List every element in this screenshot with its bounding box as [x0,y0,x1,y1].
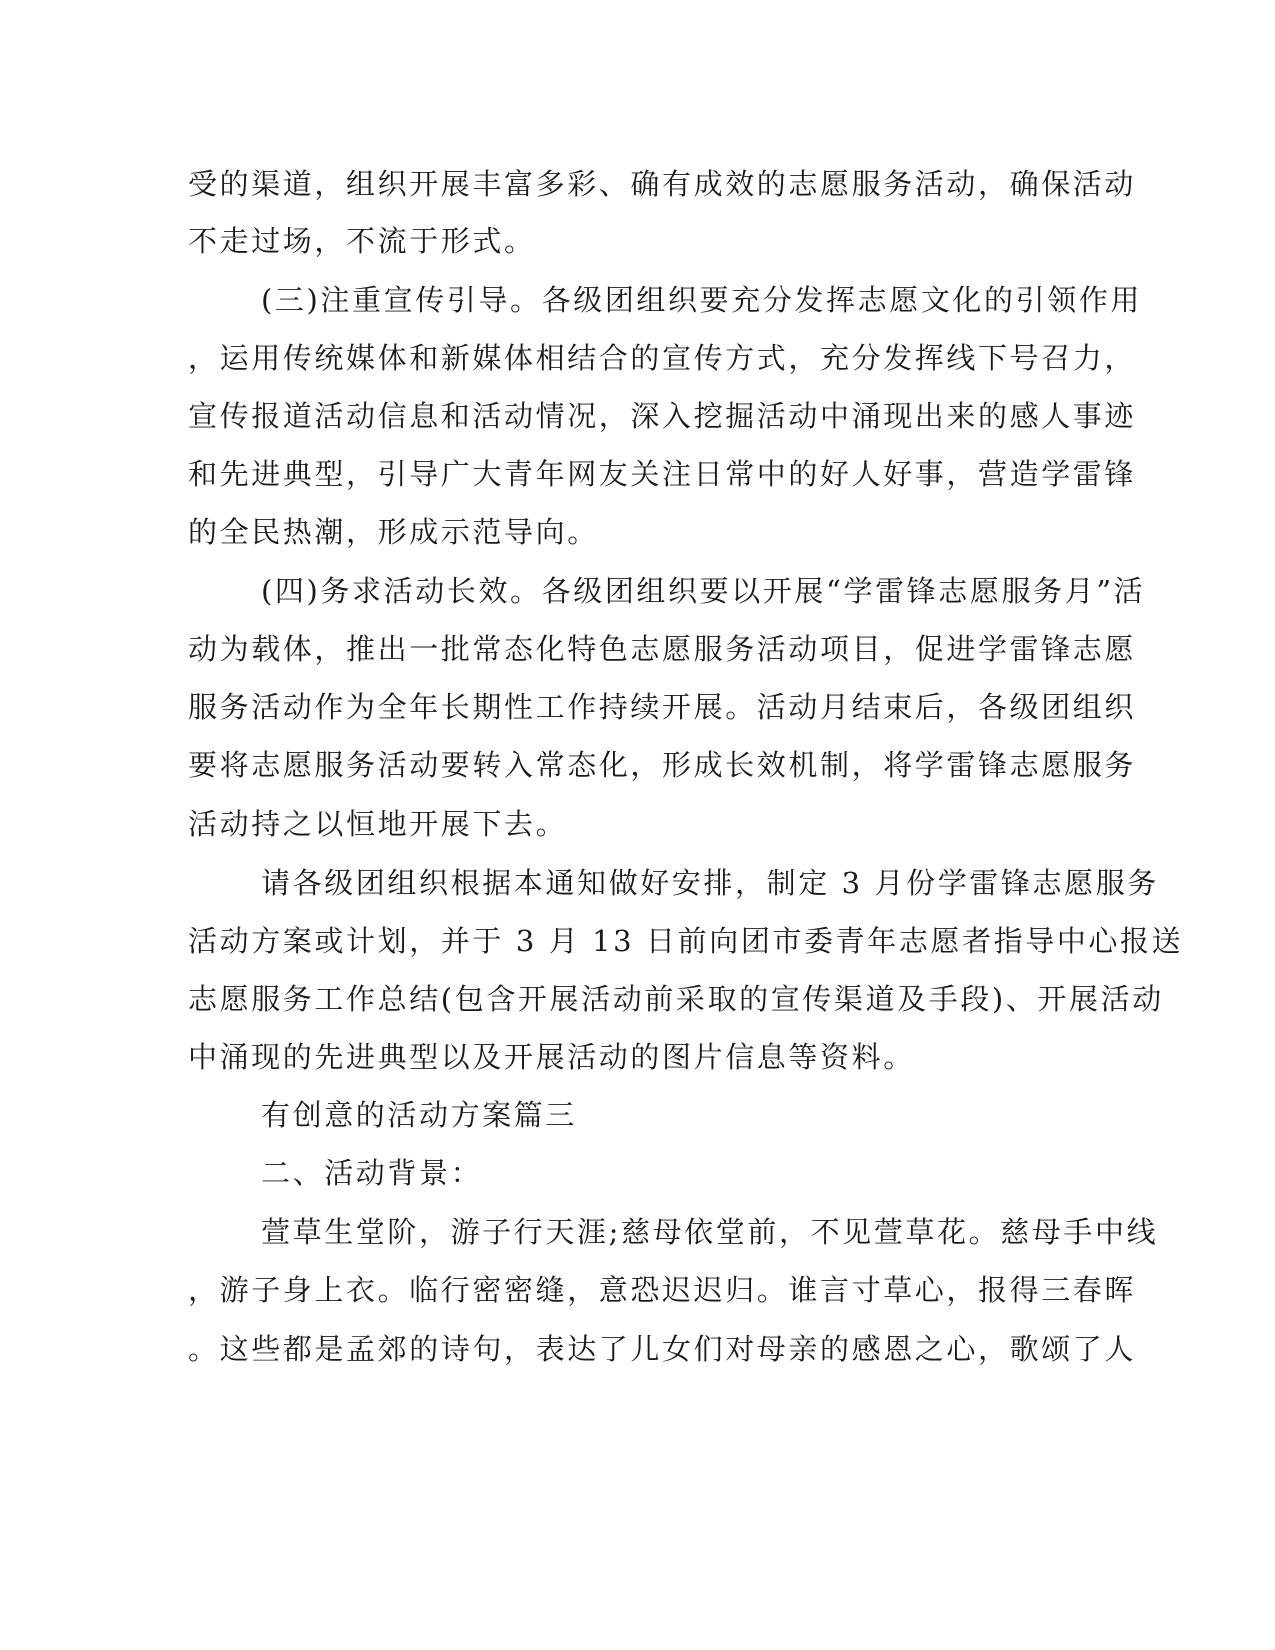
text-line: 要将志愿服务活动要转入常态化，形成长效机制，将学雷锋志愿服务 [188,748,1137,782]
text-line: 萱草生堂阶，游子行天涯;慈母依堂前，不见萱草花。慈母手中线 [261,1215,1159,1249]
text-line: 志愿服务工作总结(包含开展活动前采取的宣传渠道及手段)、开展活动 [188,982,1164,1016]
text-line: 活动方案或计划，并于 3 月 13 日前向团市委青年志愿者指导中心报送 [188,924,1184,958]
text-line: 受的渠道，组织开展丰富多彩、确有成效的志愿服务活动，确保活动 [188,167,1137,201]
section-subheading: 二、活动背景： [261,1156,483,1190]
text-line: 。这些都是孟郊的诗句，表达了儿女们对母亲的感恩之心，歌颂了人 [188,1332,1137,1366]
text-line: 请各级团组织根据本通知做好安排，制定 3 月份学雷锋志愿服务 [261,866,1159,900]
text-line: 动为载体，推出一批常态化特色志愿服务活动项目，促进学雷锋志愿 [188,632,1137,666]
text-line: 宣传报道活动信息和活动情况，深入挖掘活动中涌现出来的感人事迹 [188,399,1137,433]
text-line: 活动持之以恒地开展下去。 [188,807,568,841]
text-line: 不走过场，不流于形式。 [188,224,536,258]
text-line: 和先进典型，引导广大青年网友关注日常中的好人好事，营造学雷锋 [188,457,1137,491]
text-line: 服务活动作为全年长期性工作持续开展。活动月结束后，各级团组织 [188,690,1137,724]
text-line: 中涌现的先进典型以及开展活动的图片信息等资料。 [188,1040,915,1074]
section-heading: 有创意的活动方案篇三 [261,1098,578,1132]
text-line: ，运用传统媒体和新媒体相结合的宣传方式，充分发挥线下号召力， [188,341,1137,375]
text-line: (三)注重宣传引导。各级团组织要充分发挥志愿文化的引领作用 [261,283,1143,317]
text-line: 的全民热潮，形成示范导向。 [188,515,599,549]
text-line: (四)务求活动长效。各级团组织要以开展“学雷锋志愿服务月”活 [261,574,1146,608]
text-line: ，游子身上衣。临行密密缝，意恐迟迟归。谁言寸草心，报得三春晖 [188,1273,1137,1307]
